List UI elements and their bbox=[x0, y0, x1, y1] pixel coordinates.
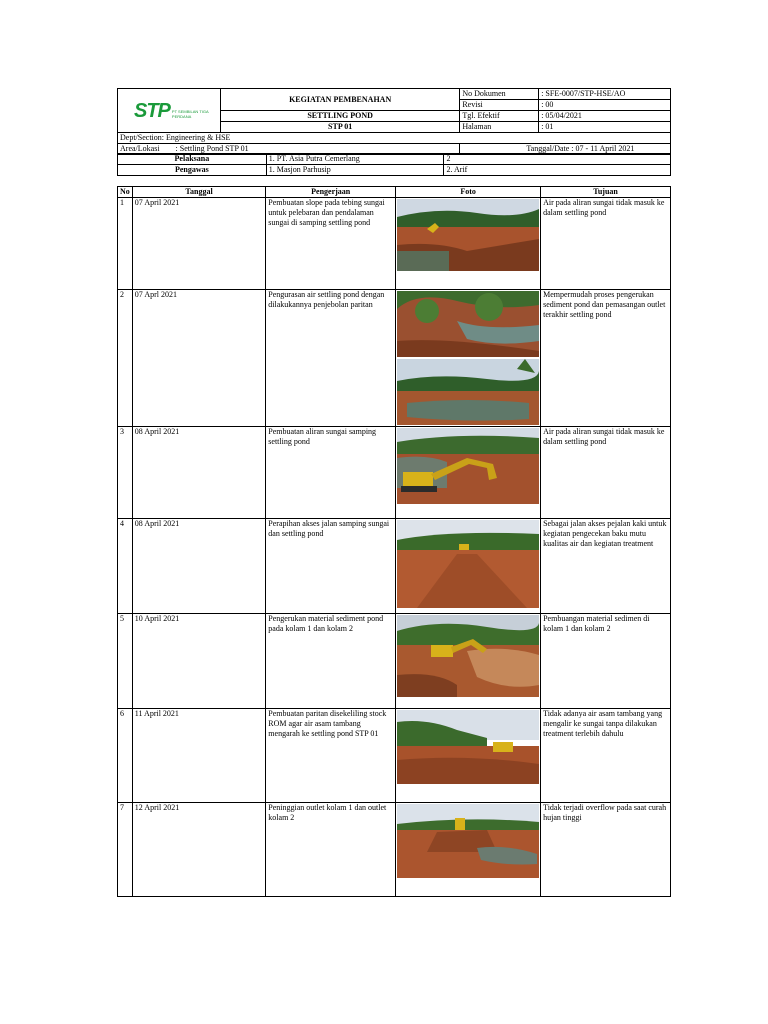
row-task: Pengurasan air settling pond dengan dilakukannya penjebolan paritan bbox=[266, 290, 396, 427]
logo-cell bbox=[118, 89, 221, 133]
site-photo bbox=[397, 291, 539, 357]
row-purpose: Pembuangan material sedimen di kolam 1 dan kolam 2 bbox=[541, 614, 671, 709]
document-subtitle: SETTLING POND bbox=[220, 111, 459, 122]
row-task: Pengerukan material sediment pond pada kolam 1 dan kolam 2 bbox=[266, 614, 396, 709]
row-purpose: Air pada aliran sungai tidak masuk ke dalam settling pond bbox=[541, 427, 671, 519]
row-date: 08 April 2021 bbox=[132, 427, 266, 519]
meta-label: No Dokumen bbox=[460, 89, 539, 100]
pengawas-1: 1. Masjon Parhusip bbox=[266, 165, 444, 176]
row-photo-cell bbox=[396, 198, 541, 290]
col-header: Foto bbox=[396, 187, 541, 198]
table-row bbox=[118, 290, 671, 427]
site-photo bbox=[397, 520, 539, 608]
logo-text: STP bbox=[134, 99, 170, 122]
row-photo-cell bbox=[396, 614, 541, 709]
dept-section: Dept/Section: Engineering & HSE bbox=[118, 133, 671, 144]
row-date: 07 April 2021 bbox=[132, 198, 266, 290]
row-photo-cell bbox=[396, 803, 541, 897]
row-purpose: Tidak terjadi overflow pada saat curah hujan tinggi bbox=[541, 803, 671, 897]
row-date: 07 Aprl 2021 bbox=[132, 290, 266, 427]
pelaksana-1: 1. PT. Asia Putra Cemerlang bbox=[266, 154, 444, 165]
row-no: 5 bbox=[118, 614, 133, 709]
col-header: Tujuan bbox=[541, 187, 671, 198]
row-task: Pembuatan aliran sungai samping settling pond bbox=[266, 427, 396, 519]
site-photo bbox=[397, 428, 539, 504]
row-no: 7 bbox=[118, 803, 133, 897]
site-photo bbox=[397, 199, 539, 271]
row-no: 2 bbox=[118, 290, 133, 427]
date-range: Tanggal/Date : 07 - 11 April 2021 bbox=[460, 144, 671, 155]
row-task: Perapihan akses jalan samping sungai dan settling pond bbox=[266, 519, 396, 614]
meta-value: : 00 bbox=[539, 100, 671, 111]
row-task: Pembuatan paritan disekeliling stock ROM agar air asam tambang mengarah ke settling pond STP 01 bbox=[266, 709, 396, 803]
pelaksana-label: Pelaksana bbox=[118, 154, 267, 165]
row-date: 08 April 2021 bbox=[132, 519, 266, 614]
meta-label: Tgl. Efektif bbox=[460, 111, 539, 122]
row-purpose: Tidak adanya air asam tambang yang mengalir ke sungai tanpa dilakukan treatment terlebih dahulu bbox=[541, 709, 671, 803]
meta-value: : SFE-0007/STP-HSE/AO bbox=[539, 89, 671, 100]
area-value: : Settling Pond STP 01 bbox=[175, 144, 249, 153]
row-purpose: Air pada aliran sungai tidak masuk ke dalam settling pond bbox=[541, 198, 671, 290]
table-row bbox=[118, 803, 671, 897]
table-row bbox=[118, 198, 671, 290]
row-purpose: Sebagai jalan akses pejalan kaki untuk kegiatan pengecekan baku mutu kualitas air dan kegiatan treatment bbox=[541, 519, 671, 614]
row-date: 11 April 2021 bbox=[132, 709, 266, 803]
row-date: 10 April 2021 bbox=[132, 614, 266, 709]
location-code: STP 01 bbox=[220, 122, 459, 133]
meta-label: Halaman bbox=[460, 122, 539, 133]
col-header: Pengerjaan bbox=[266, 187, 396, 198]
meta-label: Revisi bbox=[460, 100, 539, 111]
site-photo bbox=[397, 359, 539, 425]
pelaksana-2: 2 bbox=[444, 154, 671, 165]
row-task: Pembuatan slope pada tebing sungai untuk pelebaran dan pendalaman sungai di samping settling pond bbox=[266, 198, 396, 290]
row-no: 3 bbox=[118, 427, 133, 519]
logo-tagline: PT SEMBILAN TIGA PERDANA bbox=[171, 108, 209, 119]
row-no: 6 bbox=[118, 709, 133, 803]
row-date: 12 April 2021 bbox=[132, 803, 266, 897]
site-photo bbox=[397, 615, 539, 697]
pengawas-2: 2. Arif bbox=[444, 165, 671, 176]
company-logo bbox=[120, 99, 218, 122]
row-photo-cell bbox=[396, 709, 541, 803]
activity-table bbox=[117, 186, 671, 897]
col-header: No bbox=[118, 187, 133, 198]
meta-value: : 01 bbox=[539, 122, 671, 133]
table-row bbox=[118, 519, 671, 614]
document-title: KEGIATAN PEMBENAHAN bbox=[220, 89, 459, 111]
personnel-table bbox=[117, 153, 671, 176]
col-header: Tanggal bbox=[132, 187, 266, 198]
table-row bbox=[118, 427, 671, 519]
pengawas-label: Pengawas bbox=[118, 165, 267, 176]
row-purpose: Mempermudah proses pengerukan sediment pond dan pemasangan outlet terakhir settling pond bbox=[541, 290, 671, 427]
table-row bbox=[118, 614, 671, 709]
row-no: 4 bbox=[118, 519, 133, 614]
area-label: Area/Lokasi bbox=[120, 144, 160, 153]
row-no: 1 bbox=[118, 198, 133, 290]
row-photo-cell bbox=[396, 519, 541, 614]
row-task: Peninggian outlet kolam 1 dan outlet kolam 2 bbox=[266, 803, 396, 897]
meta-value: : 05/04/2021 bbox=[539, 111, 671, 122]
document-header bbox=[117, 88, 671, 155]
row-photo-cell bbox=[396, 290, 541, 427]
site-photo bbox=[397, 710, 539, 784]
table-header-row bbox=[118, 187, 671, 198]
table-row bbox=[118, 709, 671, 803]
site-photo bbox=[397, 804, 539, 878]
row-photo-cell bbox=[396, 427, 541, 519]
